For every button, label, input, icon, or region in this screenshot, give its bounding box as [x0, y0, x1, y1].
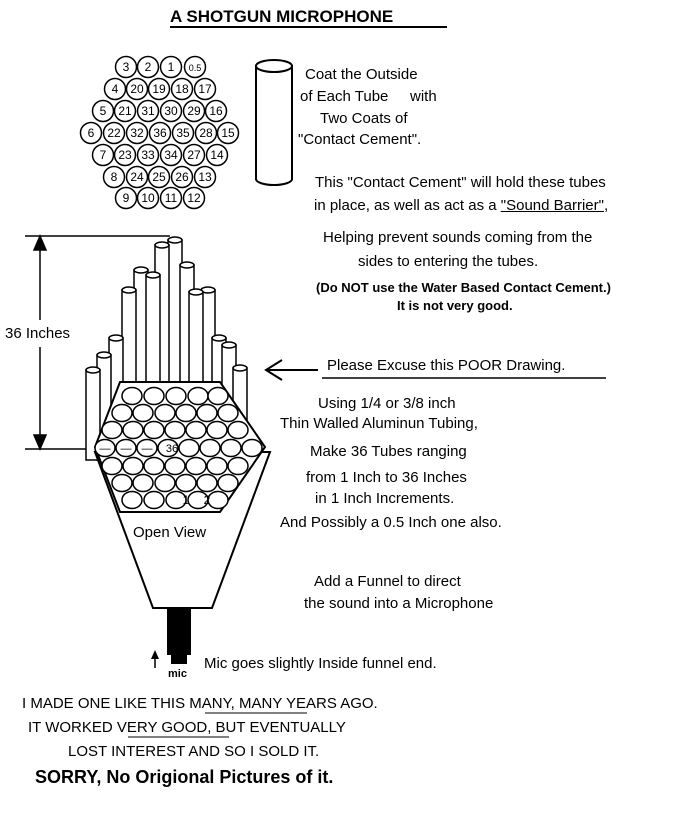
- open-view-tube: [123, 422, 143, 439]
- stepped-tube-top: [146, 272, 160, 278]
- open-view-tube-label: —: [141, 443, 153, 455]
- pointer-arrow: [266, 360, 318, 380]
- open-view-tube: [176, 475, 196, 492]
- open-view-tube: [242, 440, 262, 457]
- open-view-tube: [208, 388, 228, 405]
- bundle-tube-number: 16: [209, 104, 223, 118]
- bundle-tube-number: 4: [111, 82, 119, 96]
- bundle-tube-number: 24: [130, 170, 144, 184]
- bundle-tube-number: 11: [164, 191, 178, 205]
- bundle-tube-number: 0.5: [188, 63, 202, 73]
- bundle-tube-number: 21: [118, 104, 132, 118]
- bundle-tube-number: 7: [99, 148, 107, 162]
- open-view-tube: [122, 492, 142, 509]
- bundle-tube-number: 32: [130, 126, 144, 140]
- coat-note-line2a: of Each Tube: [300, 88, 389, 105]
- open-view-tube: [155, 405, 175, 422]
- open-view-tube: [186, 422, 206, 439]
- open-view-tube: [228, 422, 248, 439]
- open-view-tube-label: —: [99, 443, 111, 455]
- bundle-tube-number: 33: [141, 148, 155, 162]
- tubing-note-line6: And Possibly a 0.5 Inch one also.: [280, 514, 502, 531]
- bundle-tube-number: 8: [110, 170, 118, 184]
- tubing-note-line2: Thin Walled Aluminun Tubing,: [280, 415, 478, 432]
- page-title: A SHOTGUN MICROPHONE: [170, 7, 394, 26]
- bundle-tube-number: 19: [152, 82, 166, 96]
- bundle-tube-number: 29: [187, 104, 201, 118]
- open-view-label: Open View: [133, 524, 207, 541]
- bundle-tube-number: 25: [152, 170, 166, 184]
- open-view-tube-label: 36: [165, 443, 179, 455]
- stepped-tube-top: [233, 365, 247, 371]
- story-line3: LOST INTEREST AND SO I SOLD IT.: [68, 743, 320, 760]
- open-view-tube: [218, 475, 238, 492]
- stepped-tube-top: [109, 335, 123, 341]
- funnel-note-line2: the sound into a Microphone: [304, 595, 494, 612]
- stepped-tube-top: [97, 352, 111, 358]
- open-view-tube: [186, 458, 206, 475]
- bundle-tube-number: 26: [175, 170, 189, 184]
- coat-note-line2b: with: [410, 88, 437, 105]
- open-view-tube: [166, 388, 186, 405]
- mic-note: Mic goes slightly Inside funnel end.: [204, 655, 437, 672]
- open-view-tube: [218, 405, 238, 422]
- open-view-tube: [122, 388, 142, 405]
- single-tube-icon: [256, 60, 292, 185]
- coat-note-line4: "Contact Cement".: [298, 131, 422, 148]
- story-line4: SORRY, No Origional Pictures of it.: [35, 767, 334, 787]
- bundle-tube-number: 15: [221, 126, 235, 140]
- stepped-tube-top: [222, 342, 236, 348]
- bundle-tube-number: 30: [164, 104, 178, 118]
- bundle-tube-number: 2: [144, 60, 152, 74]
- bundle-tube-number: 36: [153, 126, 167, 140]
- bundle-tube-number: 13: [198, 170, 212, 184]
- coat-note-line3: Two Coats of: [320, 110, 408, 127]
- story-line1: I MADE ONE LIKE THIS MANY, MANY YEARS AGO.: [22, 695, 378, 712]
- story-line2: IT WORKED VERY GOOD, BUT EVENTUALLY: [28, 719, 346, 736]
- open-view-tube: [102, 458, 122, 475]
- open-view-tube: [102, 422, 122, 439]
- coat-note-line1: Coat the Outside: [305, 66, 418, 83]
- open-view-tube: [207, 422, 227, 439]
- sound-barrier-term: "Sound Barrier": [500, 197, 604, 214]
- stepped-tube-top: [212, 335, 226, 341]
- excuse-note: Please Excuse this POOR Drawing.: [327, 357, 566, 374]
- stepped-tube-top: [180, 262, 194, 268]
- bundle-tube-number: 28: [199, 126, 213, 140]
- bundle-tube-number: 22: [107, 126, 121, 140]
- open-view-tube: [165, 458, 185, 475]
- bundle-tube-number: 17: [198, 82, 212, 96]
- stepped-tube-top: [122, 287, 136, 293]
- bundle-tube-number: 6: [87, 126, 95, 140]
- open-view-tube: [144, 422, 164, 439]
- open-view-tube: [200, 440, 220, 457]
- cement-note-line4: sides to entering the tubes.: [358, 253, 539, 270]
- bundle-tube-number: 31: [141, 104, 155, 118]
- open-view-tube: [155, 475, 175, 492]
- open-view-tube: [176, 405, 196, 422]
- bundle-tube-number: 10: [141, 191, 155, 205]
- tube-bundle-diagram: [81, 57, 239, 209]
- open-view-tube: [133, 475, 153, 492]
- bundle-tube-number: 35: [176, 126, 190, 140]
- open-view-tube: [207, 458, 227, 475]
- stepped-tube-top: [189, 289, 203, 295]
- open-view-tube: [197, 405, 217, 422]
- bundle-tube-number: 18: [175, 82, 189, 96]
- open-view-tube: [208, 492, 228, 509]
- tubing-note-line5: in 1 Inch Increments.: [315, 490, 455, 507]
- bundle-tube-number: 3: [122, 60, 130, 74]
- open-view-tube: [144, 492, 164, 509]
- open-view-tube: [123, 458, 143, 475]
- cement-note-line1: This "Contact Cement" will hold these tubes: [315, 174, 606, 191]
- open-view-tube: [112, 475, 132, 492]
- bundle-tube-number: 14: [210, 148, 224, 162]
- stepped-tube-top: [168, 237, 182, 243]
- open-view-tube: [179, 440, 199, 457]
- open-view-tube: [221, 440, 241, 457]
- open-view-tube: [165, 422, 185, 439]
- bundle-tube-number: 20: [130, 82, 144, 96]
- open-view-tube: [144, 388, 164, 405]
- open-view-tube: [188, 388, 208, 405]
- mic-label: mic: [168, 668, 187, 680]
- bundle-tube-number: 34: [164, 148, 178, 162]
- bundle-tube-number: 27: [187, 148, 201, 162]
- stepped-tube-top: [86, 367, 100, 373]
- warning-line2: It is not very good.: [397, 298, 513, 313]
- stepped-tube-top: [134, 267, 148, 273]
- bundle-tube-number: 1: [167, 60, 175, 74]
- open-view-tube-label: 1: [182, 493, 190, 507]
- open-view-tube: [112, 405, 132, 422]
- tubing-note-line3: Make 36 Tubes ranging: [310, 443, 467, 460]
- open-view-tube-label: 2: [203, 493, 211, 507]
- warning-line1: (Do NOT use the Water Based Contact Cement.): [316, 280, 611, 295]
- stepped-tube-top: [155, 242, 169, 248]
- open-view-tube: [228, 458, 248, 475]
- open-view-tube-label: —: [120, 443, 132, 455]
- cement-note-line2: in place, as well as act as a "Sound Barrier",: [314, 197, 609, 214]
- cement-note-line3: Helping prevent sounds coming from the: [323, 229, 593, 246]
- microphone: [151, 608, 191, 668]
- open-view-tube: [197, 475, 217, 492]
- bundle-tube-number: 5: [99, 104, 107, 118]
- funnel-note-line1: Add a Funnel to direct: [314, 573, 461, 590]
- bundle-tube-number: 9: [122, 191, 130, 205]
- bundle-tube-number: 12: [187, 191, 201, 205]
- open-view-tube: [144, 458, 164, 475]
- tubing-note-line4: from 1 Inch to 36 Inches: [306, 469, 467, 486]
- length-label: 36 Inches: [5, 325, 71, 342]
- tubing-note-line1: Using 1/4 or 3/8 inch: [318, 395, 456, 412]
- bundle-tube-number: 23: [118, 148, 132, 162]
- open-view-tube: [133, 405, 153, 422]
